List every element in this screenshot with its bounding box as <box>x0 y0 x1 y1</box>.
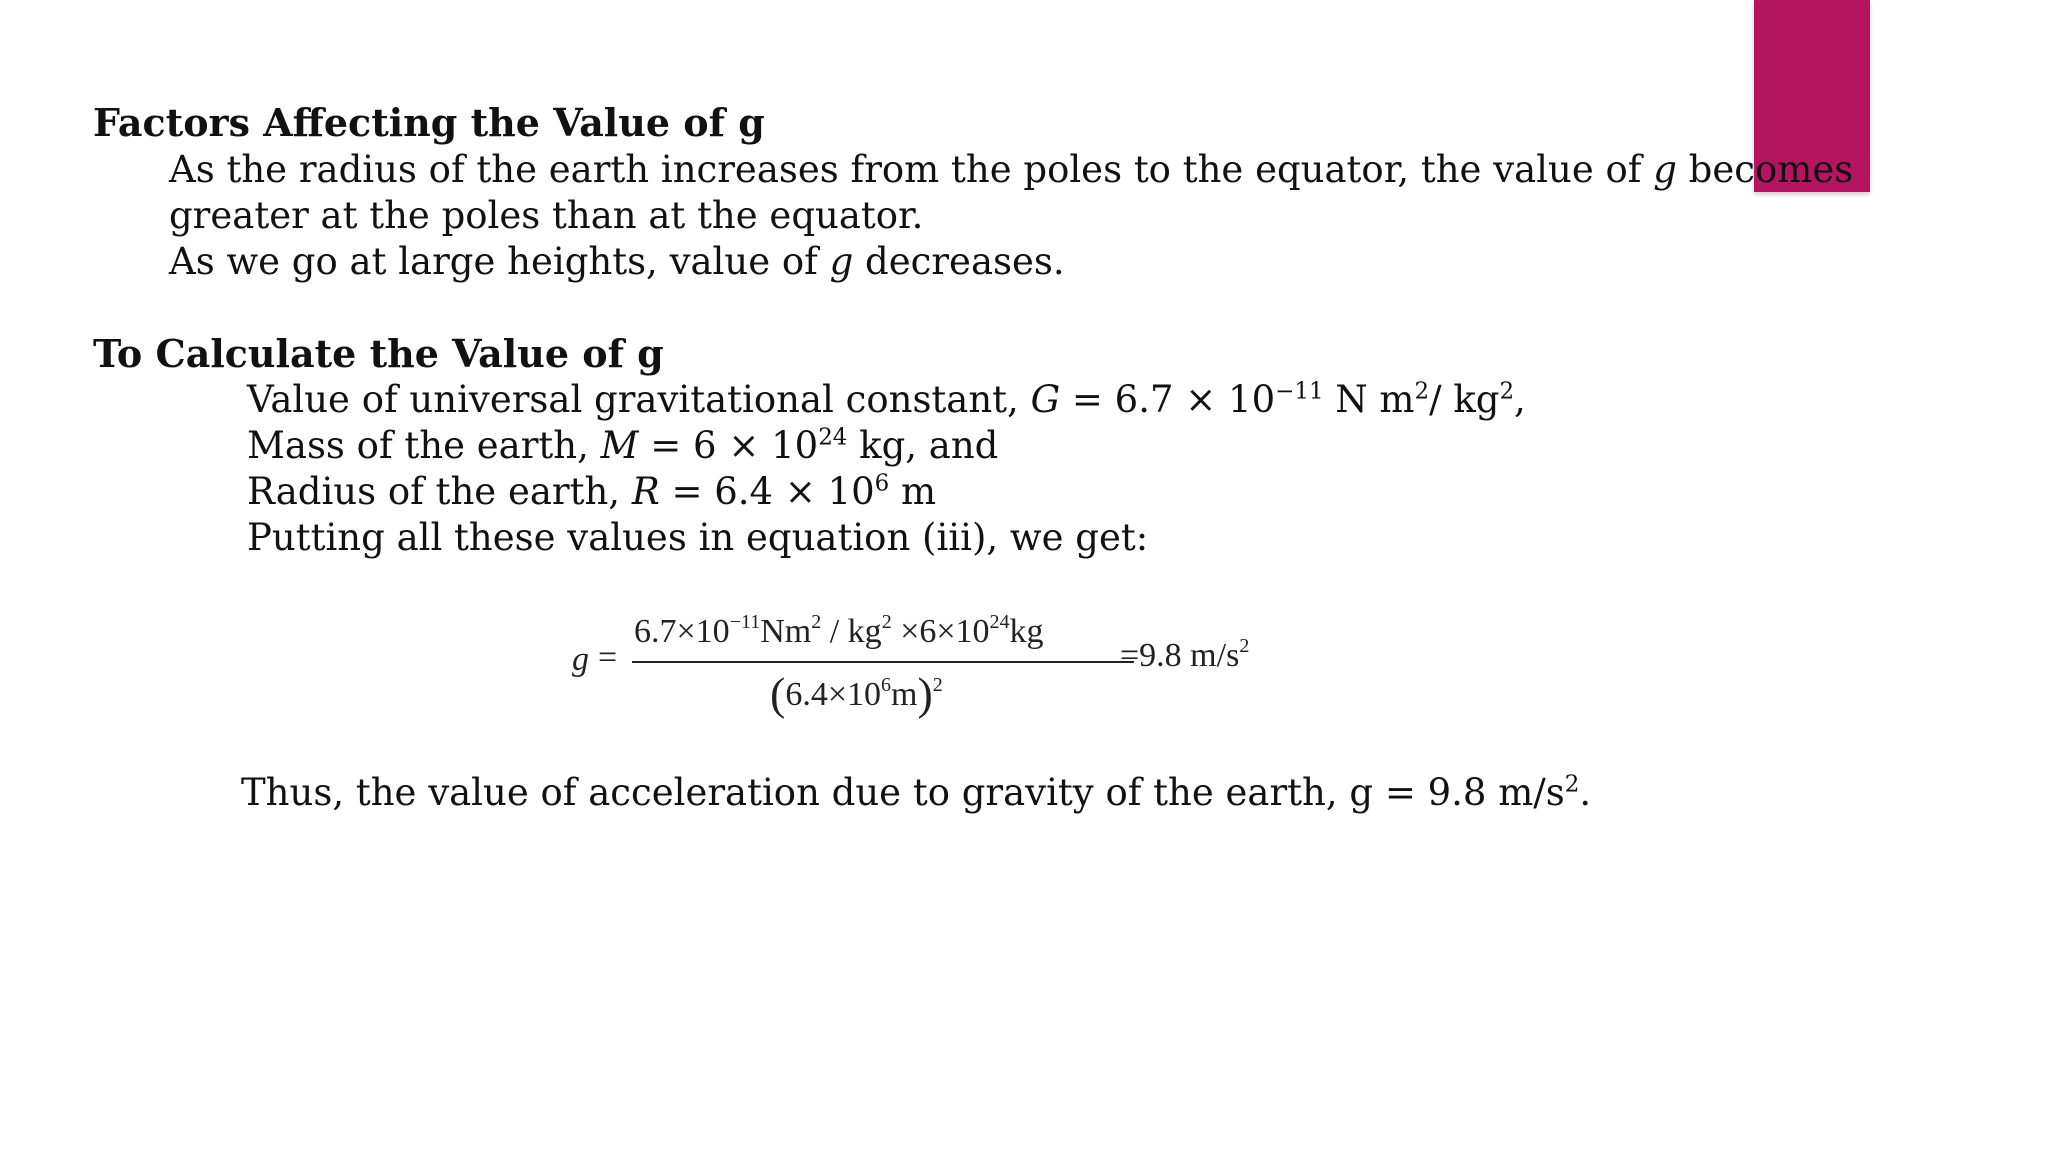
formula-lhs: g <box>572 641 589 678</box>
formula-numerator: $6.7\times 10^{-11}Nm^2 / kg^2 \times 6\times 10^{24}kg$ <box>634 611 1044 650</box>
section-heading-factors: Factors Affecting the Value of g <box>93 100 765 145</box>
calc-line-radius: Radius of the earth, $R = 6.4 \times 10^6$ m <box>247 470 937 513</box>
section-heading-calculate: To Calculate the Value of g <box>93 331 664 376</box>
conclusion-line: Thus, the value of acceleration due to gravity of the earth, g = 9.8 $m/s^2$. <box>241 771 1592 814</box>
formula-equals: = <box>598 639 618 676</box>
calc-line-putting: Putting all these values in equation (iii), we get: <box>247 516 1149 559</box>
formula-fraction-bar <box>632 661 1134 663</box>
calc-line-constant: Value of universal gravitational constant, $G = 6.7 \times 10^{-11}$ N $m^2/$ $kg^2$, <box>247 378 1526 421</box>
formula-denominator: $(6.4\times 10^6m)^2$ <box>770 668 943 719</box>
calc-line-mass: Mass of the earth, $M = 6 \times 10^{24}$ kg, and <box>247 424 999 467</box>
gravity-formula <box>572 605 1272 745</box>
factors-line-3: As we go at large heights, value of g decreases. <box>169 240 1065 283</box>
formula-result: =9.8 $m/s^2$ <box>1120 635 1250 674</box>
factors-line-2: greater at the poles than at the equator. <box>169 194 924 237</box>
factors-line-1: As the radius of the earth increases from the poles to the equator, the value of g becomes <box>169 148 1854 191</box>
